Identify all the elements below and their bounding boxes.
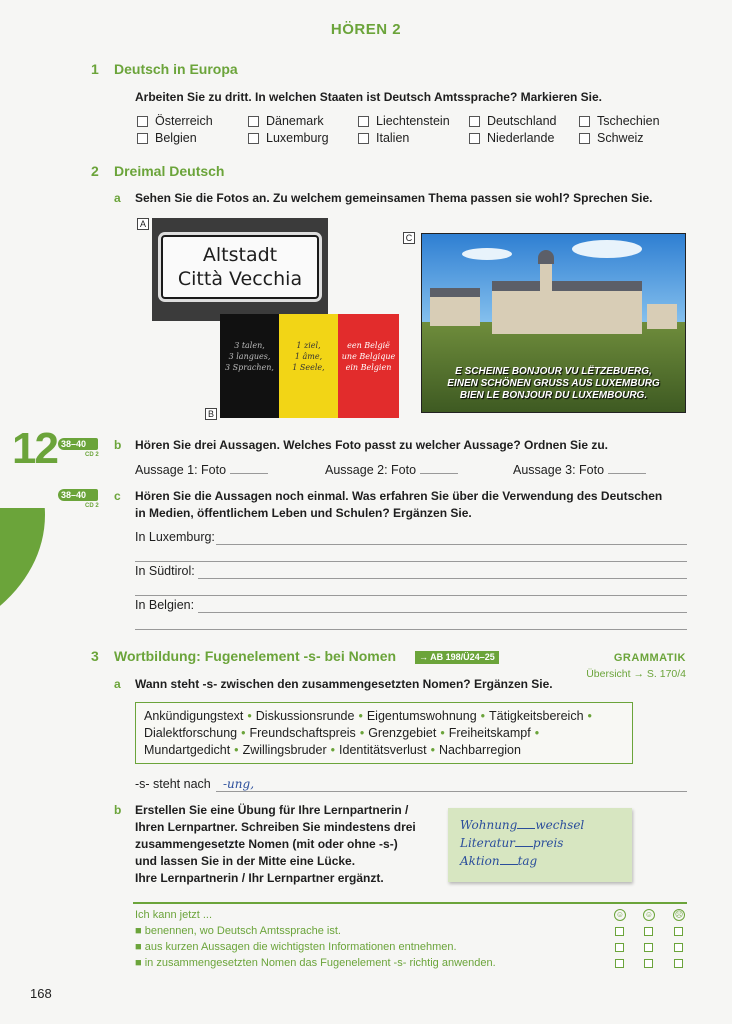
answer-gap[interactable] [420,464,458,474]
section-2b-instruction: Hören Sie drei Aussagen. Welches Foto passt zu welcher Aussage? Ordnen Sie zu. [135,438,609,452]
flag-yellow-stripe: 1 ziel, 1 âme, 1 Seele, [279,314,338,418]
checkbox-item[interactable]: Dänemark [248,114,324,128]
answer-gap[interactable] [608,464,646,474]
answer-line[interactable] [135,595,687,596]
checkbox[interactable] [469,133,480,144]
self-check-box[interactable] [615,959,624,968]
checkbox-item[interactable]: Schweiz [579,131,644,145]
section-2-title: Dreimal Deutsch [114,163,225,179]
workbook-reference[interactable]: → AB 198/Ü24–25 [415,651,499,664]
page-title: HÖREN 2 [330,21,402,38]
self-check-box[interactable] [644,927,653,936]
section-3-title: Wortbildung: Fugenelement -s- bei Nomen [114,648,397,664]
section-2c-instruction: Hören Sie die Aussagen noch einmal. Was erfahren Sie über die Verwendung des Deutschen in Medien, öffentlichem Leben und Schulen? Ergänzen Sie. [135,489,663,520]
section-1-title: Deutsch in Europa [114,61,238,77]
note-line: Wohnung wechsel [460,818,585,832]
self-check-box[interactable] [615,943,624,952]
happy-face-icon: ☺ [615,910,625,919]
section-3b-instruction: Erstellen Sie eine Übung für Ihre Lernpartnerin / Ihren Lernpartner. Schreiben Sie mindestens drei zusammengesetzte Nomen (mit oder ohne -s-) und lassen Sie in der Mitte eine Lücke. Ihre Lernpartnerin / Ihr Lernpartner ergänzt. [135,803,416,885]
note-line: Literatur preis [460,836,564,850]
word-row: Dialektforschung • Freundschaftspreis • Grenzgebiet • Freiheitskampf • [144,726,540,740]
aussage-1: Aussage 1: Foto [135,463,268,477]
section-2c-letter: c [114,489,121,503]
altstadt-sign: Altstadt Città Vecchia [161,235,319,299]
photo-luxembourg [421,233,686,413]
checkbox-item[interactable]: Italien [358,131,409,145]
chapter-number: 12 [12,424,57,473]
label-luxemburg: In Luxemburg: [135,530,215,544]
checkbox-item[interactable]: Niederlande [469,131,554,145]
checkbox[interactable] [579,133,590,144]
cloud [462,248,512,260]
checkbox[interactable] [248,116,259,127]
photo-c-label: C [403,232,415,244]
ich-kann-item: ■ in zusammengesetzten Nomen das Fugenelement -s- richtig anwenden. [135,957,496,969]
ich-kann-item: ■ benennen, wo Deutsch Amtssprache ist. [135,925,341,937]
checkbox[interactable] [137,133,148,144]
answer-line[interactable] [216,791,687,792]
word-row: Ankündigungstext • Diskussionsrunde • Eigentumswohnung • Tätigkeitsbereich • [144,709,592,723]
section-1-number: 1 [91,61,99,77]
house [430,296,480,326]
answer-line[interactable] [198,612,687,613]
cd-label: CD 2 [85,503,99,509]
answer-line[interactable] [198,578,687,579]
cd-label: CD 2 [85,452,99,458]
self-check-box[interactable] [674,959,683,968]
castle-roof [492,281,642,291]
grammatik-reference[interactable]: Übersicht → S. 170/4 [586,668,686,680]
aussage-3: Aussage 3: Foto [513,463,646,477]
checkbox-item[interactable]: Deutschland [469,114,557,128]
tower [540,262,552,292]
page-number: 168 [30,986,52,1001]
grammatik-label: GRAMMATIK [613,652,686,664]
answer-line[interactable] [135,561,687,562]
answer-line[interactable] [135,629,687,630]
section-2b-letter: b [114,438,122,452]
section-3-number: 3 [91,648,99,664]
photo-sign-flag [152,218,399,418]
s-steht-nach-label: -s- steht nach [135,777,211,791]
flag-black-stripe: 3 talen, 3 langues, 3 Sprachen, [220,314,279,418]
answer-gap[interactable] [230,464,268,474]
cloud [572,240,642,258]
section-2a-letter: a [114,191,121,205]
flag-red-stripe: een België une Belgique ein Belgien [338,314,399,418]
checkbox[interactable] [358,116,369,127]
section-3a-instruction: Wann steht -s- zwischen den zusammengesetzten Nomen? Ergänzen Sie. [135,677,553,691]
section-1-instruction: Arbeiten Sie zu dritt. In welchen Staaten ist Deutsch Amtssprache? Markieren Sie. [135,90,603,104]
checkbox-item[interactable]: Luxemburg [248,131,329,145]
neutral-face-icon: ☺ [644,910,654,919]
label-suedtirol: In Südtirol: [135,564,195,578]
divider [133,902,687,904]
photo-caption: E SCHEINE BONJOUR VU LËTZEBUERG, EINEN SCHÖNEN GRUSS AUS LUXEMBURG BIEN LE BONJOUR DU LUXEMBOURG. [447,366,660,401]
photo-b-label: B [205,408,217,420]
self-check-box[interactable] [644,959,653,968]
self-check-box[interactable] [674,943,683,952]
section-2a-instruction: Sehen Sie die Fotos an. Zu welchem gemeinsamen Thema passen sie wohl? Sprechen Sie. [135,191,653,205]
word-box [135,702,633,764]
checkbox-item[interactable]: Liechtenstein [358,114,450,128]
checkbox[interactable] [358,133,369,144]
handwritten-answer: -ung, [223,777,255,791]
cd-track-badge: 38–40 [58,489,98,501]
checkbox-item[interactable]: Österreich [137,114,213,128]
checkbox[interactable] [248,133,259,144]
self-check-box[interactable] [615,927,624,936]
section-2-number: 2 [91,163,99,179]
ich-kann-item: ■ aus kurzen Aussagen die wichtigsten Informationen entnehmen. [135,941,457,953]
tower-roof [538,250,554,264]
checkbox[interactable] [469,116,480,127]
section-3a-letter: a [114,677,121,691]
answer-line[interactable] [216,544,687,545]
checkbox-item[interactable]: Belgien [137,131,197,145]
checkbox[interactable] [579,116,590,127]
section-3b-letter: b [114,803,122,817]
label-belgien: In Belgien: [135,598,195,612]
word-row: Mundartgedicht • Zwillingsbruder • Identitätsverlust • Nachbarregion [144,743,521,757]
checkbox-item[interactable]: Tschechien [579,114,660,128]
ich-kann-heading: Ich kann jetzt ... [135,909,213,921]
self-check-box[interactable] [644,943,653,952]
checkbox[interactable] [137,116,148,127]
photo-a-label: A [137,218,149,230]
sad-face-icon: ☹ [674,910,684,919]
house-roof [430,288,480,297]
cd-track-badge: 38–40 [58,438,98,450]
sticky-note [448,808,632,882]
castle-building [492,289,642,334]
house [647,304,677,329]
aussage-2: Aussage 2: Foto [325,463,458,477]
note-line: Aktion tag [460,854,538,868]
self-check-box[interactable] [674,927,683,936]
